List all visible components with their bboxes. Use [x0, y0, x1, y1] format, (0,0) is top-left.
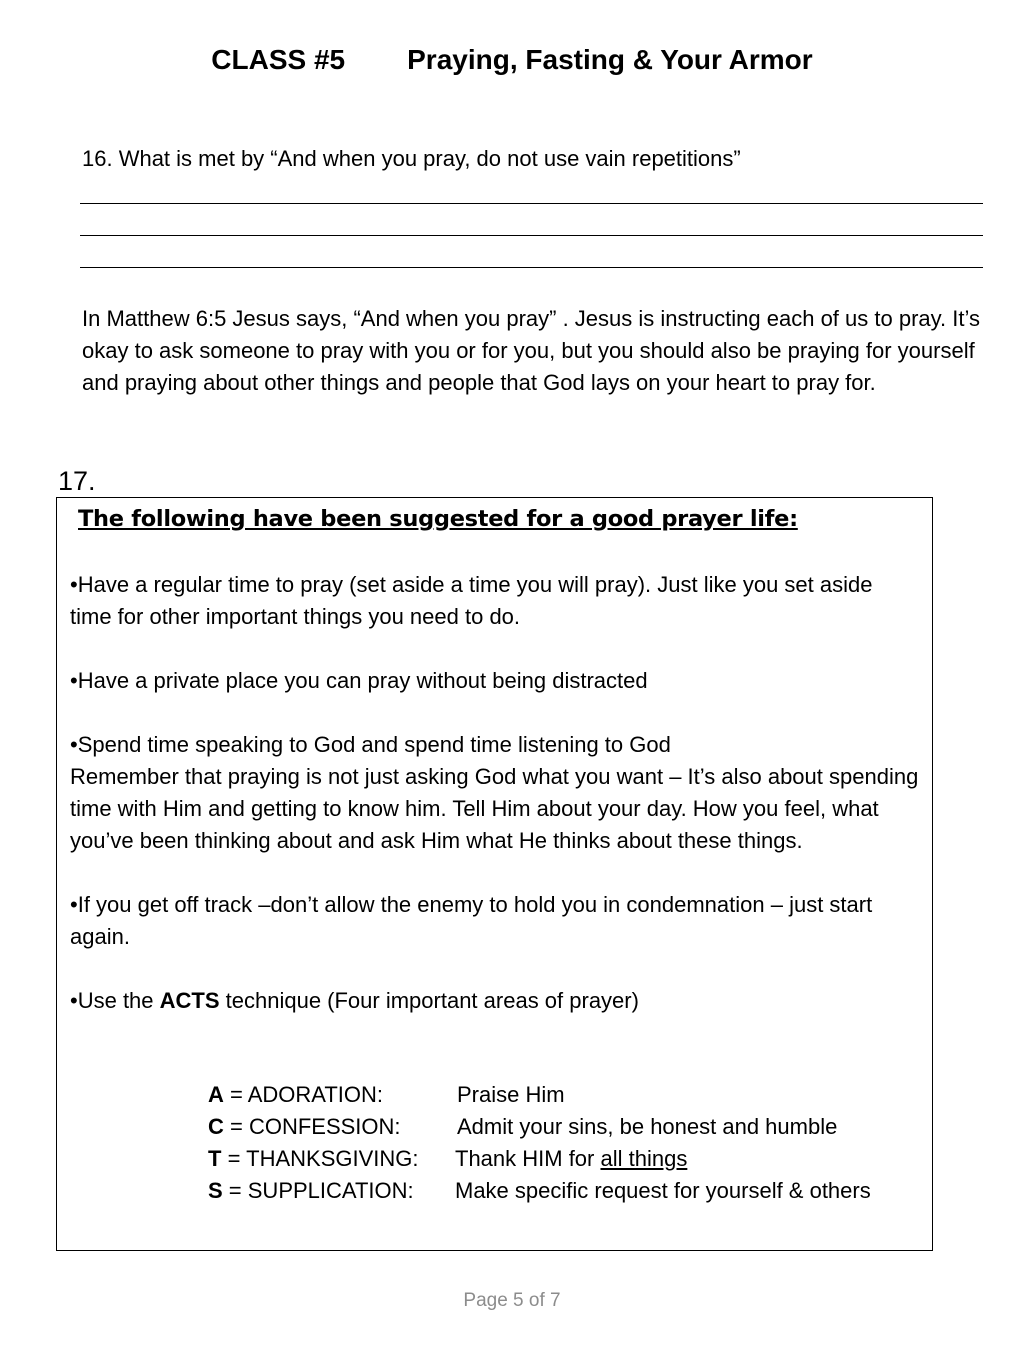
tip-start-again: •If you get off track –don’t allow the enemy to hold you in condemnation – just start again.	[70, 892, 873, 949]
acts-row-adoration: A = ADORATION: Praise Him	[208, 1082, 565, 1107]
question-16: 16. What is met by “And when you pray, do not use vain repetitions”	[82, 146, 741, 171]
answer-line[interactable]	[80, 267, 983, 268]
tip-speak-listen: •Spend time speaking to God and spend time listening to God	[70, 732, 671, 757]
page-title	[0, 44, 1024, 76]
prayer-life-heading: The following have been suggested for a good prayer life:	[78, 506, 798, 532]
answer-line[interactable]	[80, 203, 983, 204]
class-subject: Praying, Fasting & Your Armor	[407, 44, 813, 75]
tip-speak-listen-detail: Remember that praying is not just asking God what you want – It’s also about spending time with Him and getting to know him. Tell Him about your day. How you feel, what you’ve been thinking about and ask Him what He thinks about these things.	[70, 764, 919, 853]
question-17-number: 17.	[58, 466, 96, 496]
answer-line[interactable]	[80, 235, 983, 236]
tip-acts: •Use the ACTS technique (Four important areas of prayer)	[70, 988, 639, 1013]
acts-keyword: ACTS	[159, 988, 220, 1013]
matthew-paragraph: In Matthew 6:5 Jesus says, “And when you pray” . Jesus is instructing each of us to pray. It’s okay to ask someone to pray with you or for you, but you should also be praying for yourself and praying about other things and people that God lays on your heart to pray for.	[82, 306, 980, 395]
class-number: CLASS #5	[211, 44, 346, 75]
page-number: Page 5 of 7	[463, 1290, 561, 1311]
acts-row-confession: C = CONFESSION: Admit your sins, be honest and humble	[208, 1114, 838, 1139]
tip-private-place: •Have a private place you can pray without being distracted	[70, 668, 648, 693]
prayer-tips	[70, 569, 920, 1017]
acts-row-thanksgiving: T = THANKSGIVING: Thank HIM for all things	[208, 1146, 688, 1171]
tip-regular-time: •Have a regular time to pray (set aside a time you will pray). Just like you set aside time for other important things you need to do.	[70, 572, 873, 629]
acts-row-supplication: S = SUPPLICATION: Make specific request for yourself & others	[208, 1178, 871, 1203]
